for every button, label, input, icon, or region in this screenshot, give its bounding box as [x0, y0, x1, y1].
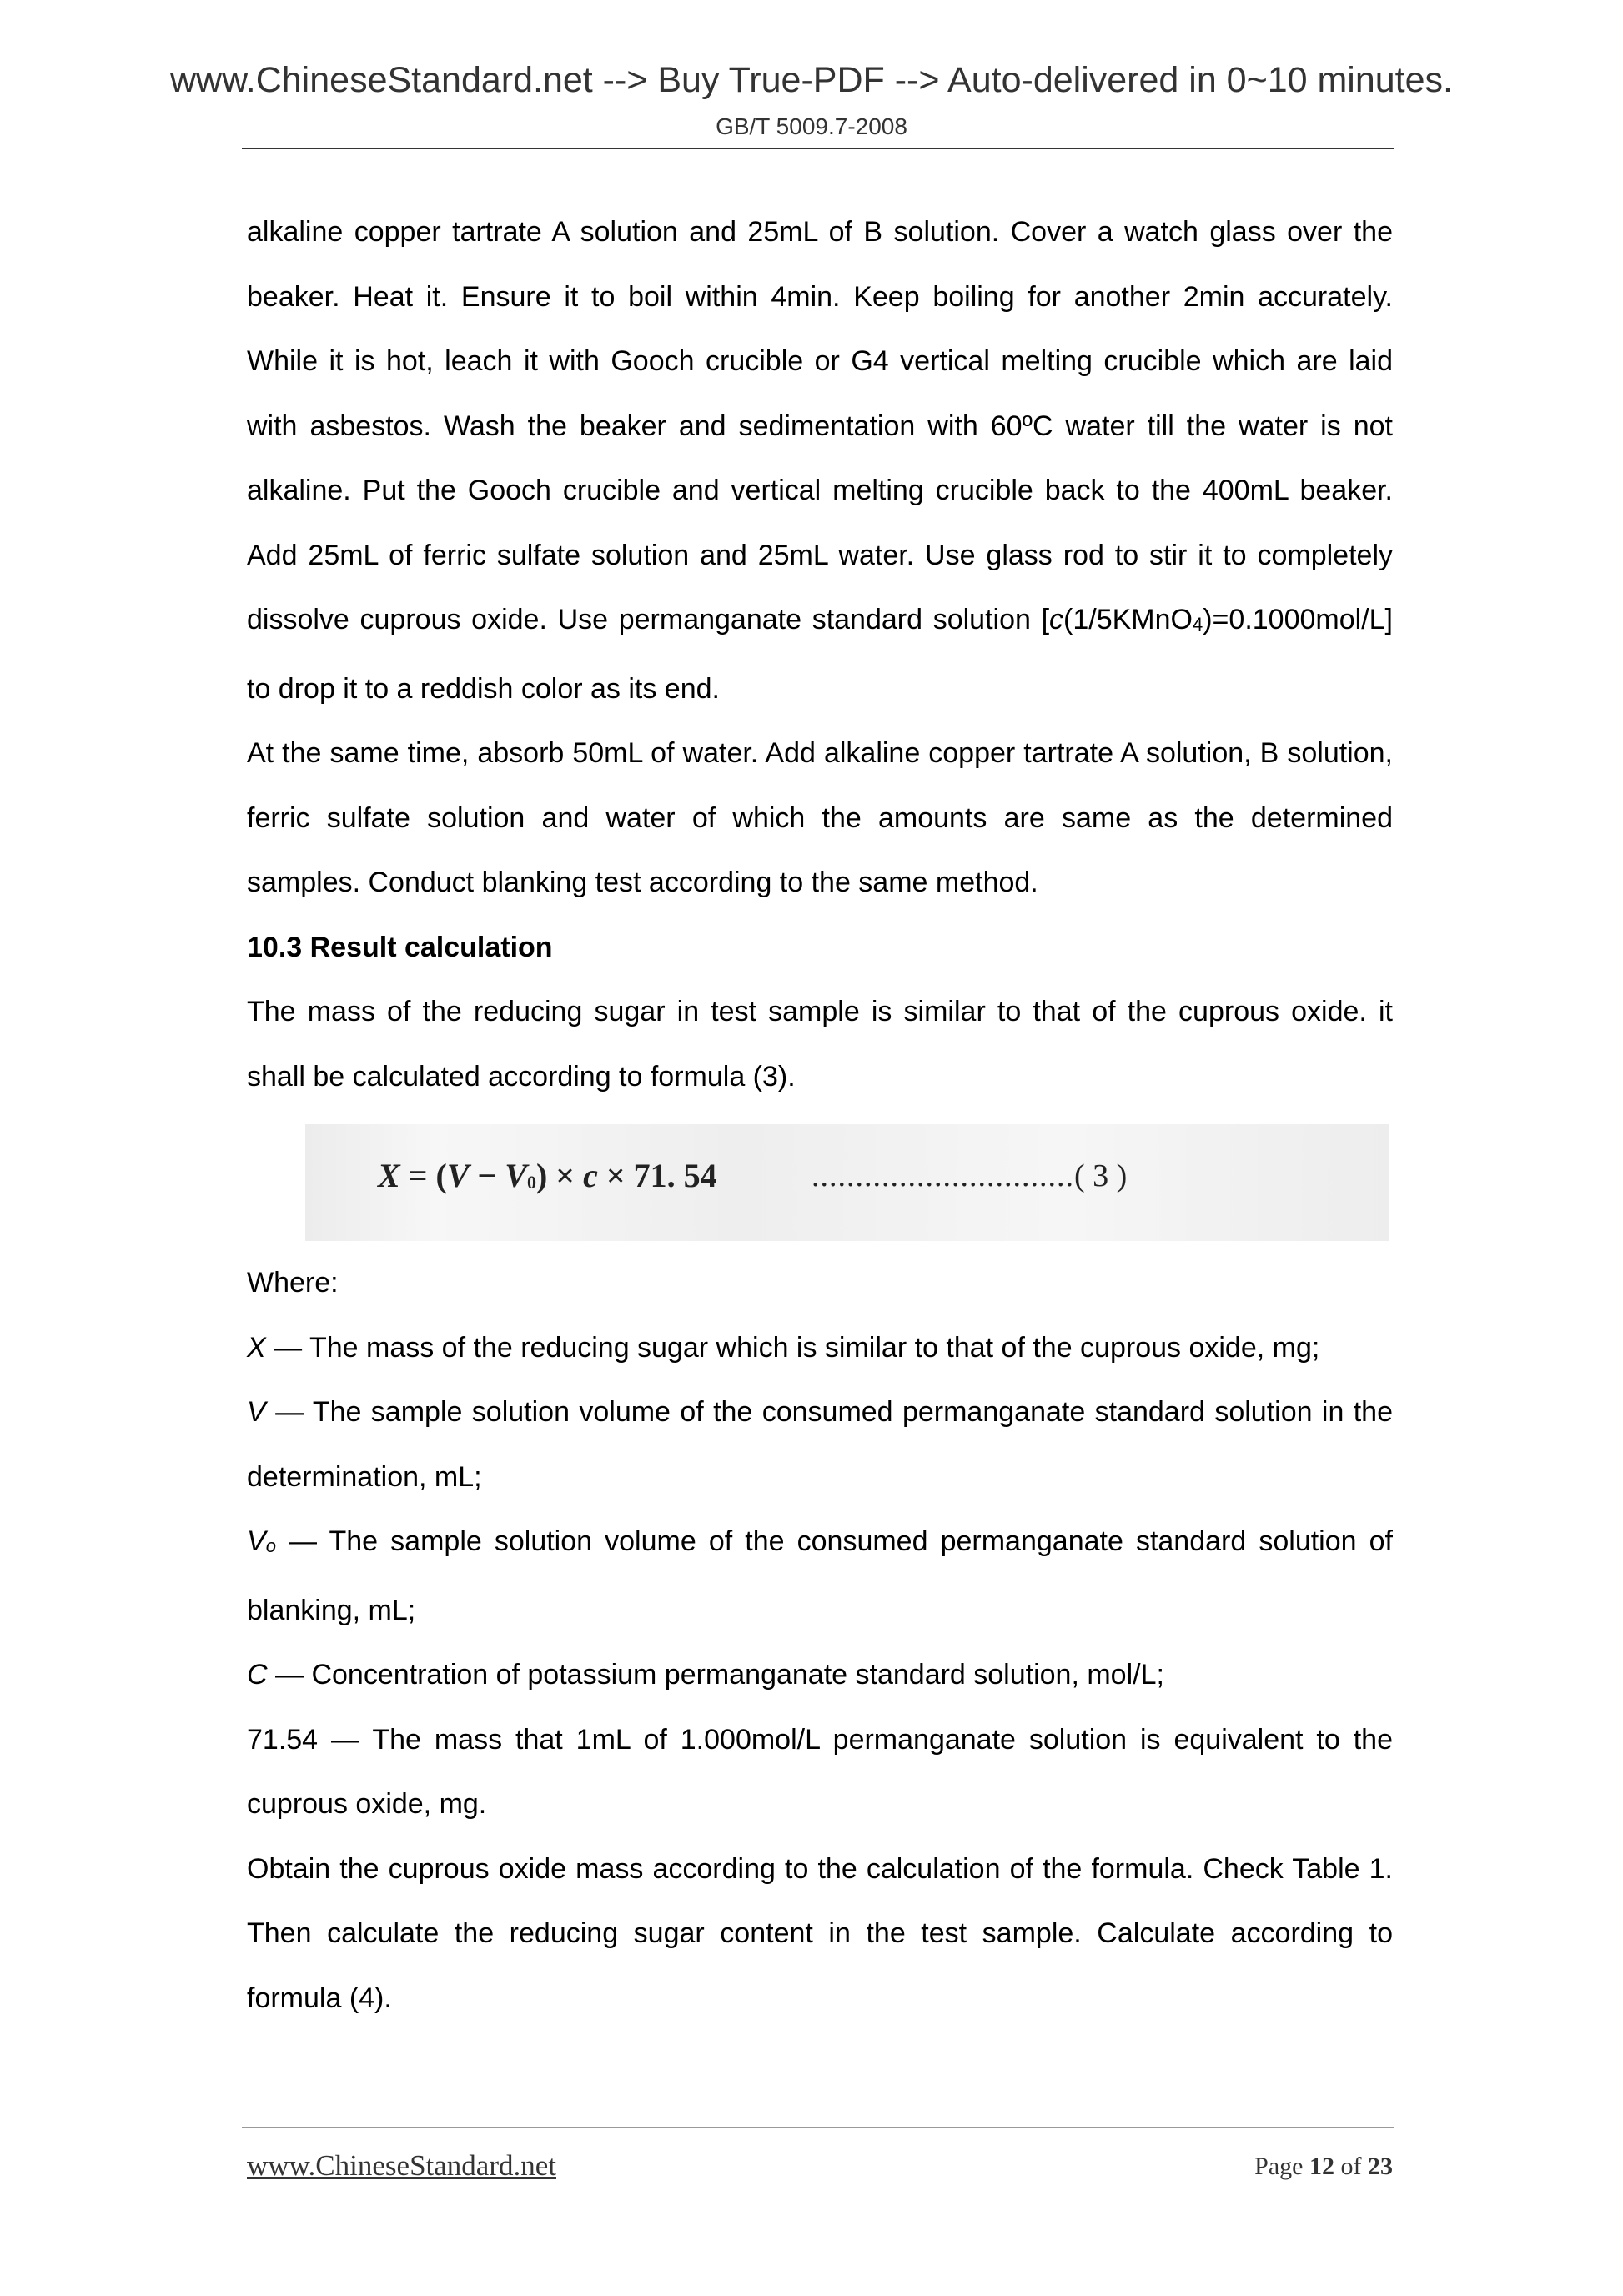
definition-x: [247, 1316, 1393, 1381]
formula-symbol: V: [446, 1157, 470, 1194]
formula-3: [305, 1124, 1389, 1241]
text-span: (1/5KMnO: [1063, 604, 1193, 636]
text-line: alkaline. Put the Gooch crucible and vertical melting crucible back to the 400mL beaker.: [247, 475, 1393, 506]
of-label: of: [1334, 2153, 1368, 2180]
formula-text: −: [469, 1157, 505, 1194]
formula-symbol: c: [583, 1157, 598, 1194]
definition-v0: [247, 1510, 1393, 1579]
formula-number: [812, 1158, 1127, 1194]
text-line: with asbestos. Wash the beaker and sedimentation with 60ºC water till the water is not: [247, 409, 1393, 442]
definition-text: — The sample solution volume of the consumed permanganate standard solution in the: [265, 1396, 1393, 1428]
current-page: 12: [1309, 2153, 1334, 2180]
text-line: formula (4).: [247, 1982, 392, 2014]
formula-text: × 71. 54: [597, 1157, 717, 1194]
definition-text: — Concentration of potassium permanganate standard solution, mol/L;: [267, 1659, 1164, 1691]
body-text: [247, 200, 1393, 2031]
formula-expression: [378, 1156, 717, 1195]
page-label: Page: [1254, 2153, 1309, 2180]
text-line: The mass of the reducing sugar in test sample is similar to that of the cuprous oxide. it: [247, 996, 1393, 1027]
text-line: Obtain the cuprous oxide mass according to the calculation of the formula. Check Table 1.: [247, 1852, 1393, 1885]
where-label: Where:: [247, 1267, 339, 1299]
text-line: blanking, mL;: [247, 1594, 416, 1626]
formula-text: ) ×: [535, 1157, 584, 1194]
text-span: dissolve cuprous oxide. Use permanganate standard solution [: [247, 604, 1050, 636]
text-line: samples. Conduct blanking test according to the same method.: [247, 867, 1038, 898]
equation-number: ( 3 ): [1074, 1158, 1128, 1193]
text-line-concentration: [247, 588, 1393, 657]
subscript: 4: [1192, 614, 1203, 635]
footer-divider: [242, 2127, 1394, 2128]
definition-v: [247, 1380, 1393, 1445]
formula-symbol: X: [378, 1157, 400, 1194]
footer-website-link[interactable]: www.ChineseStandard.net: [247, 2149, 556, 2182]
text-line: Then calculate the reducing sugar content in the test sample. Calculate according to: [247, 1917, 1393, 1949]
text-line: At the same time, absorb 50mL of water. Add alkaline copper tartrate A solution, B solution,: [247, 737, 1393, 769]
standard-code: GB/T 5009.7-2008: [716, 113, 907, 139]
definition-text: — The sample solution volume of the consumed permanganate standard solution of: [275, 1525, 1393, 1557]
definition-constant: 71.54 — The mass that 1mL of 1.000mol/L permanganate solution is equivalent to the: [247, 1723, 1393, 1756]
text-line: shall be calculated according to formula (3).: [247, 1060, 796, 1093]
formula-symbol: V: [505, 1157, 527, 1194]
total-pages: 23: [1368, 2153, 1393, 2180]
page-number: [1254, 2153, 1393, 2181]
symbol: V: [247, 1525, 266, 1557]
text-line: cuprous oxide, mg.: [247, 1788, 487, 1820]
text-line: ferric sulfate solution and water of which the amounts are same as the determined: [247, 801, 1393, 834]
symbol: V: [247, 1396, 266, 1428]
text-line: to drop it to a reddish color as its end.: [247, 672, 720, 705]
section-heading: 10.3 Result calculation: [247, 931, 553, 963]
header-banner: www.ChineseStandard.net --> Buy True-PDF --> Auto-delivered in 0~10 minutes.: [169, 60, 1453, 100]
symbol-c: c: [1049, 604, 1064, 636]
definition-c: [247, 1643, 1393, 1708]
symbol: C: [247, 1659, 268, 1691]
formula-text: = (: [399, 1157, 447, 1194]
text-line: While it is hot, leach it with Gooch crucible or G4 vertical melting crucible which are laid: [247, 345, 1393, 377]
text-span: )=0.1000mol/L]: [1203, 604, 1393, 636]
header-divider: [242, 148, 1394, 149]
subscript: o: [265, 1535, 276, 1556]
text-line: determination, mL;: [247, 1460, 482, 1493]
leader-dots: ..............................: [812, 1158, 1074, 1193]
text-line: beaker. Heat it. Ensure it to boil within 4min. Keep boiling for another 2min accurately.: [247, 280, 1393, 313]
definition-text: — The mass of the reducing sugar which is similar to that of the cuprous oxide, mg;: [265, 1331, 1320, 1364]
formula-subscript: 0: [526, 1172, 536, 1193]
text-line: alkaline copper tartrate A solution and 25mL of B solution. Cover a watch glass over the: [247, 216, 1393, 248]
symbol: X: [247, 1331, 266, 1364]
text-line: Add 25mL of ferric sulfate solution and 25mL water. Use glass rod to stir it to completely: [247, 539, 1393, 571]
